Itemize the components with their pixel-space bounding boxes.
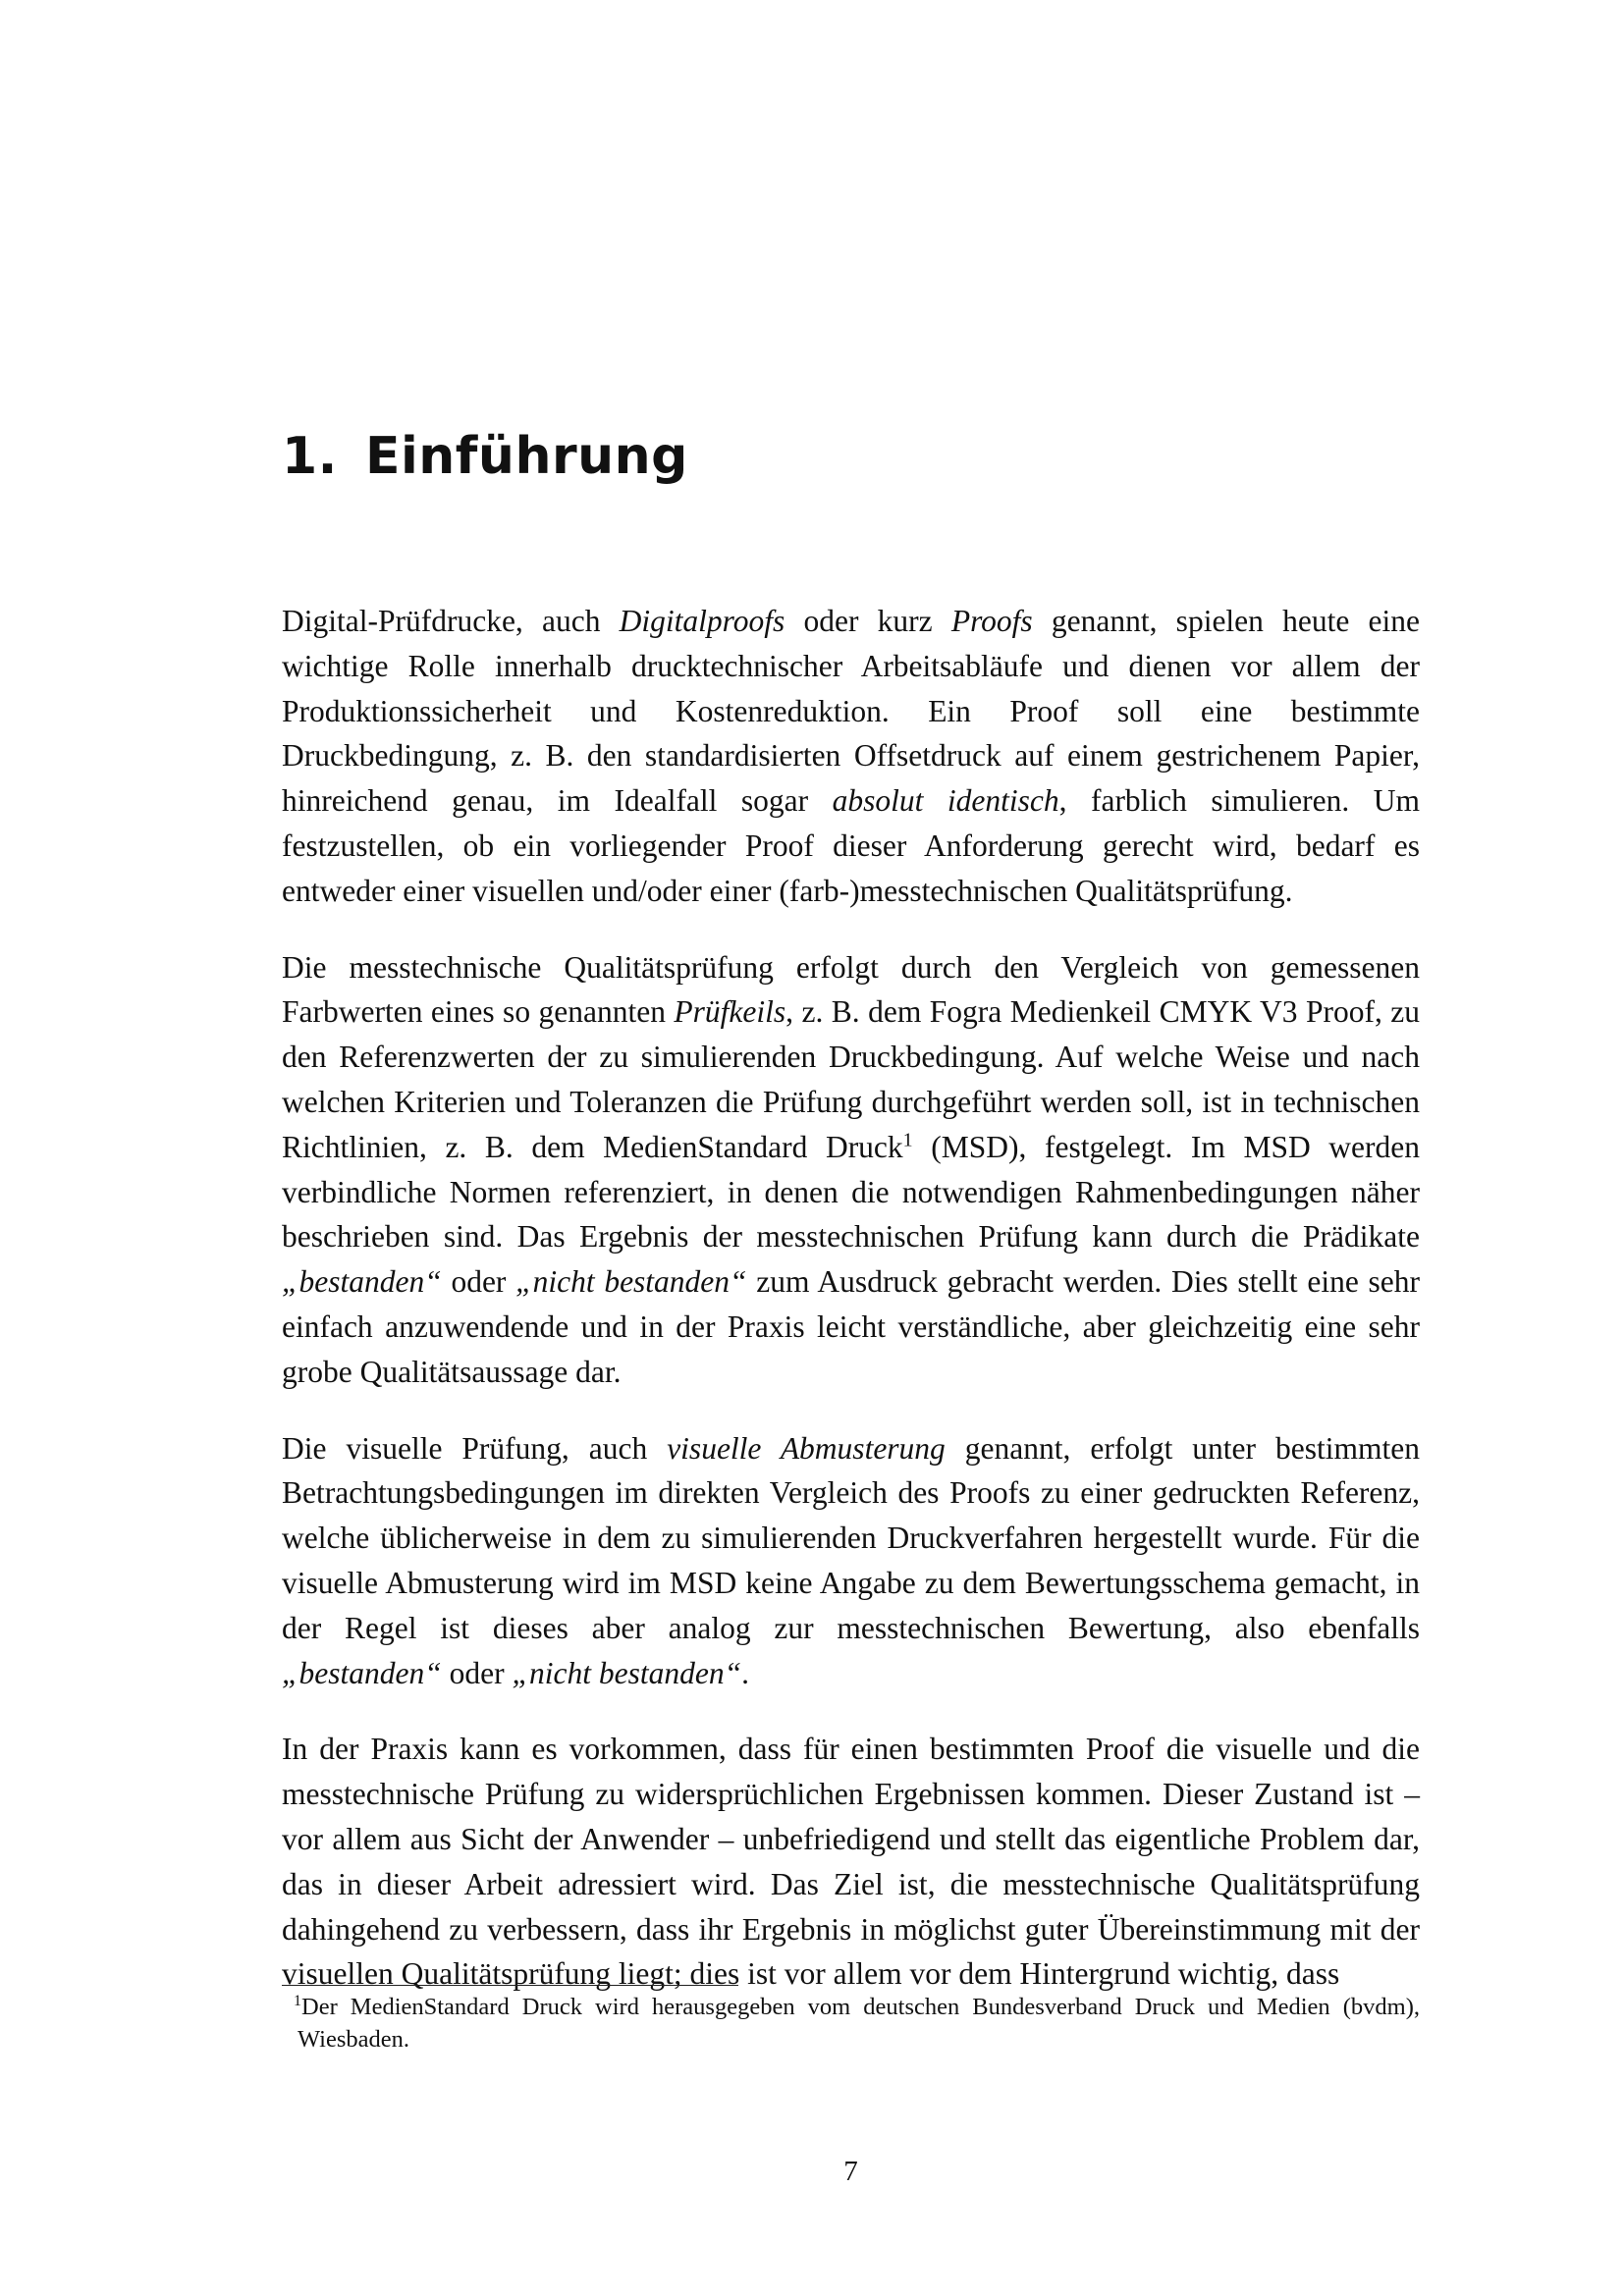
footnote-text: Der MedienStandard Druck wird herausgegeben vom deutschen Bundesverband Druck und Medien (bvdm), Wiesbaden. <box>298 1994 1420 2053</box>
emphasis: „nicht bestanden“ <box>515 1264 747 1300</box>
chapter-heading <box>282 422 688 491</box>
footnote-number: 1 <box>294 1992 301 2009</box>
emphasis: Proofs <box>950 604 1033 638</box>
text-run: , z. B. dem Fogra Medienkeil CMYK V3 Proof, zu den Referenzwerten der zu simulierenden Druckbedingung. Auf welche Weise und nach welchen Kriterien und Toleranzen die Prüfung durchgeführt werden soll, ist in technischen Richtlinien, z. B. dem MedienStandard Druck <box>282 994 1420 1164</box>
text-run: genannt, erfolgt unter bestimmten Betrachtungsbedingungen im direkten Vergleich des Proofs zu einer gedruckten Referenz, welche üblicherweise in dem zu simulierenden Druckverfahren hergestellt wurde. Für die visuelle Abmusterung wird im MSD keine Angabe zu dem Bewertungsschema gemacht, in der Regel ist dieses aber analog zur messtechnischen Bewertung, also ebenfalls <box>282 1430 1420 1645</box>
emphasis: Prüfkeils <box>674 994 786 1030</box>
text-run: , farblich simulieren. Um festzustellen, ob ein vorliegender Proof dieser Anforderung gerecht wird, bedarf es entweder einer visuellen und/oder einer (farb-)messtechnischen Qualitätsprüfung. <box>282 783 1420 908</box>
text-run: . <box>741 1655 749 1690</box>
text-run: oder <box>441 1264 516 1300</box>
paragraph-4 <box>282 1727 1420 1997</box>
emphasis: absolut identisch <box>832 783 1059 819</box>
footnote-divider <box>282 1985 738 1986</box>
text-run: Digital-Prüfdrucke, auch <box>282 604 620 638</box>
text-run: Die messtechnische Qualitätsprüfung erfolgt durch den Vergleich von gemessenen Farbwerten eines so genannten <box>282 949 1420 1030</box>
body-text <box>282 599 1420 1997</box>
text-run: oder <box>441 1655 513 1690</box>
paragraph-1 <box>282 599 1420 914</box>
paragraph-2 <box>282 945 1420 1395</box>
text-run: Die visuelle Prüfung, auch <box>282 1430 668 1466</box>
paragraph-3 <box>282 1426 1420 1696</box>
page-number: 7 <box>843 2156 858 2187</box>
chapter-title: Einführung <box>364 427 688 486</box>
emphasis: „nicht bestanden“ <box>512 1655 742 1690</box>
emphasis: Digitalproofs <box>619 604 785 638</box>
text-run: genannt, spielen heute eine wichtige Rolle innerhalb drucktechnischer Arbeitsabläufe und dienen vor allem der Produktionssicherheit und Kostenreduktion. Ein Proof soll eine bestimmte Druckbedingung, z. B. den standardisierten Offsetdruck auf einem gestrichenem Papier, hinreichend genau, im Idealfall sogar <box>282 604 1420 819</box>
emphasis: visuelle Abmusterung <box>667 1430 946 1466</box>
text-run: (MSD), festgelegt. Im MSD werden verbindliche Normen referenziert, in denen die notwendigen Rahmenbedingungen näher beschrieben sind. Das Ergebnis der messtechnischen Prüfung kann durch die Prädikate <box>282 1129 1421 1255</box>
footnote <box>282 1991 1420 2056</box>
chapter-number: 1. <box>282 427 338 486</box>
emphasis: „bestanden“ <box>282 1655 442 1690</box>
text-run: In der Praxis kann es vorkommen, dass für einen bestimmten Proof die visuelle und die messtechnische Prüfung zu widersprüchlichen Ergebnissen kommen. Dieser Zustand ist – vor allem aus Sicht der Anwender – unbefriedigend und stellt das eigentliche Problem dar, das in dieser Arbeit adressiert wird. Das Ziel ist, die messtechnische Qualitätsprüfung dahingehend zu verbessern, dass ihr Ergebnis in möglichst guter Übereinstimmung mit der visuellen Qualitätsprüfung liegt; dies ist vor allem vor dem Hintergrund wichtig, dass <box>282 1732 1420 1992</box>
text-run: zum Ausdruck gebracht werden. Dies stellt eine sehr einfach anzuwendende und in der Praxis leicht verständliche, aber gleichzeitig eine sehr grobe Qualitätsaussage dar. <box>282 1264 1420 1389</box>
emphasis: „bestanden“ <box>282 1264 442 1300</box>
text-run: oder kurz <box>785 604 951 638</box>
footnote-marker[interactable]: 1 <box>902 1129 913 1151</box>
